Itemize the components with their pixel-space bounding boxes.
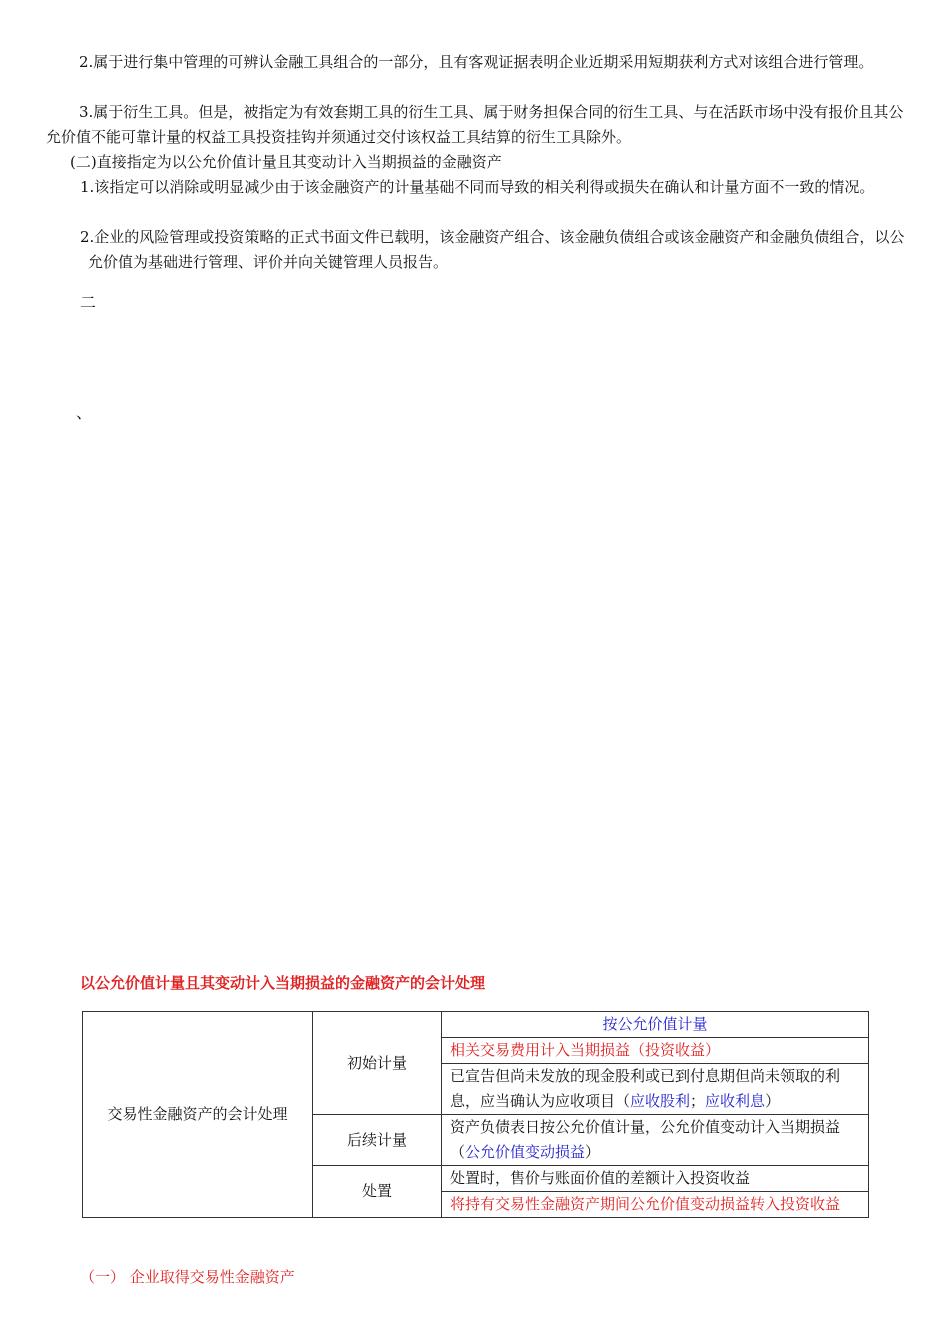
disposal-row-transfer: 将持有交易性金融资产期间公允价值变动损益转入投资收益 xyxy=(442,1192,869,1218)
paragraph-item-2: 2.属于进行集中管理的可辨认金融工具组合的一部分，且有客观证据表明企业近期采用短期获利方式对该组合进行管理。 xyxy=(79,53,874,71)
subheading-direct-designation: (二)直接指定为以公允价值计量且其变动计入当期损益的金融资产 xyxy=(70,153,502,171)
initial-row-fair-value: 按公允价值计量 xyxy=(442,1012,869,1038)
fair-value-change-text: 公允价值变动损益 xyxy=(465,1143,586,1161)
enumeration-comma: 、 xyxy=(76,403,93,422)
initial-row-transaction-cost: 相关交易费用计入当期损益（投资收益） xyxy=(442,1038,869,1064)
section-number-two: 二 xyxy=(80,293,97,312)
disposal-row-difference: 处置时，售价与账面价值的差额计入投资收益 xyxy=(442,1166,869,1192)
subsequent-row xyxy=(442,1115,869,1166)
paragraph-designation-1: 1.该指定可以消除或明显减少由于该金融资产的计量基础不同而导致的相关利得或损失在确认和计量方面不一致的情况。 xyxy=(80,178,875,196)
paragraph-designation-2: 2.企业的风险管理或投资策略的正式书面文件已载明，该金融资产组合、该金融负债组合或该金融资产和金融负债组合，以公允价值为基础进行管理、评价并向关键管理人员报告。 xyxy=(80,228,905,271)
disposal-label: 处置 xyxy=(313,1166,442,1218)
section-title: 以公允价值计量且其变动计入当期损益的金融资产的会计处理 xyxy=(80,974,486,992)
subsection-title: （一） 企业取得交易性金融资产 xyxy=(80,1268,295,1286)
initial-measure-label: 初始计量 xyxy=(313,1012,442,1115)
category-cell: 交易性金融资产的会计处理 xyxy=(83,1012,313,1218)
initial-row-receivables xyxy=(442,1064,869,1115)
close-paren-text: ） xyxy=(765,1092,781,1110)
subsequent-text: 资产负债表日按公允价值计量，公允价值变动计入当期损益（ xyxy=(450,1118,841,1161)
interest-receivable-text: 应收利息 xyxy=(705,1092,766,1110)
accounting-table xyxy=(82,1011,869,1218)
paragraph-item-3: 3.属于衍生工具。但是，被指定为有效套期工具的衍生工具、属于财务担保合同的衍生工具、与在活跃市场中没有报价且其公允价值不能可靠计量的权益工具投资挂钩并须通过交付该权益工具结算的衍生工具除外。 xyxy=(46,103,904,146)
close-paren-text: ） xyxy=(585,1143,601,1161)
subsequent-measure-label: 后续计量 xyxy=(313,1115,442,1166)
separator-text: ； xyxy=(690,1092,706,1110)
dividends-receivable-text: 应收股利 xyxy=(630,1092,691,1110)
receivables-text: 已宣告但尚未发放的现金股利或已到付息期但尚未领取的利息，应当确认为应收项目（ xyxy=(450,1067,841,1110)
